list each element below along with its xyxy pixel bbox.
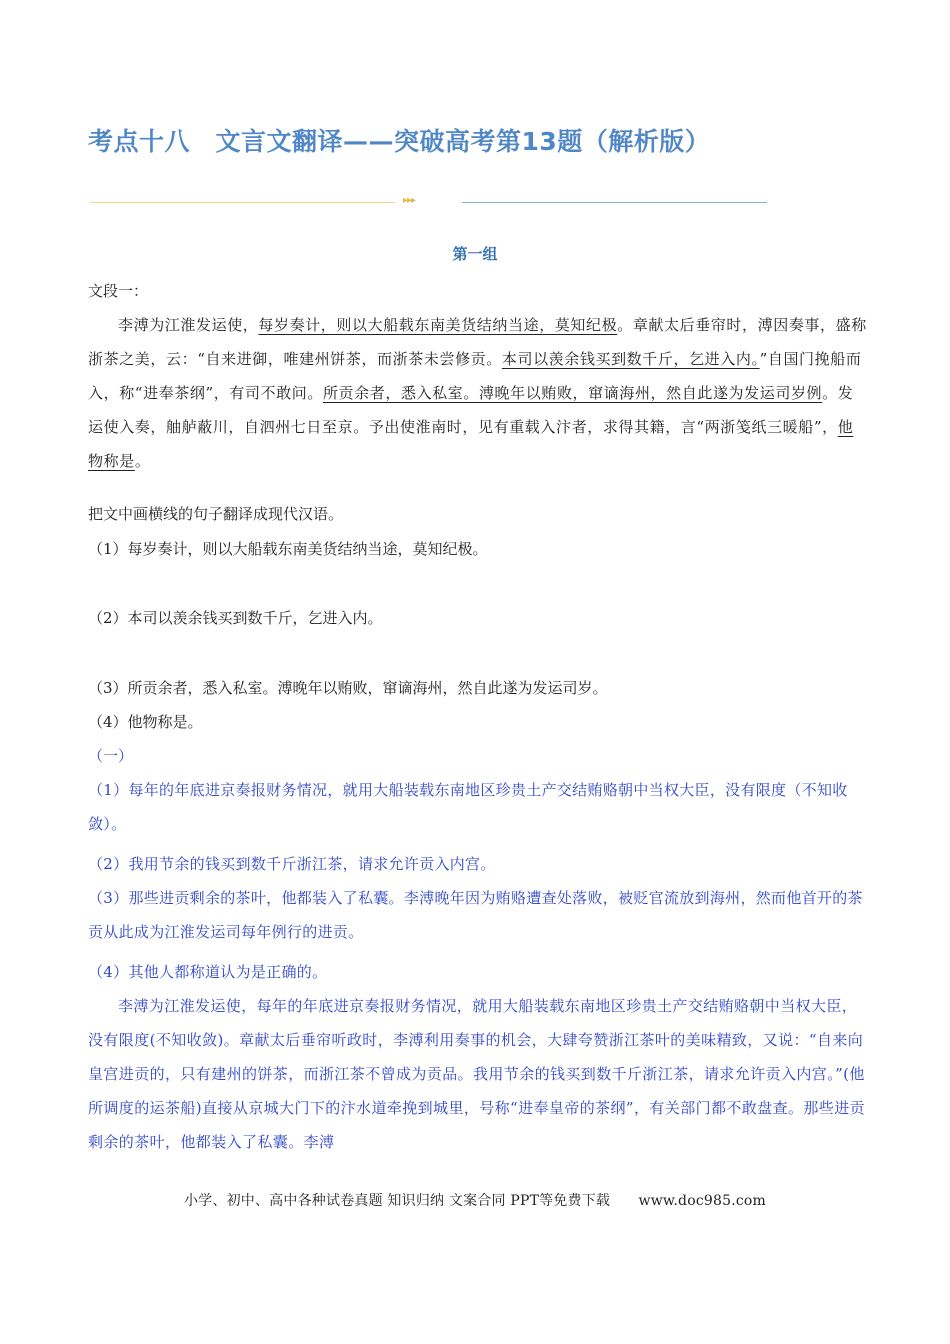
answer-4: （4）其他人都称道认为是正确的。 xyxy=(88,963,328,981)
passage-text xyxy=(88,308,868,478)
passage-segment: 李溥为江淮发运使， xyxy=(118,316,259,334)
underlined-sentence-1: 每岁奏计，则以大船载东南美货结纳当途，莫知纪极 xyxy=(258,316,618,334)
passage-label: 文段一： xyxy=(88,282,149,300)
title-divider xyxy=(90,195,770,211)
question-1: （1）每岁奏计，则以大船载东南美货结纳当途，莫知纪极。 xyxy=(88,540,488,558)
underlined-sentence-4: 他物称是 xyxy=(88,418,854,470)
divider-right-line xyxy=(462,202,767,203)
page-footer: 小学、初中、高中各种试卷真题 知识归纳 文案合同 PPT等免费下载 www.doc985.com xyxy=(183,1193,766,1209)
answer-1: （1）每年的年底进京奏报财务情况，就用大船装载东南地区珍贵土产交结贿赂朝中当权大臣，没有限度（不知收敛）。 xyxy=(88,781,848,833)
answer-2: （2）我用节余的钱买到数千斤浙江茶，请求允许贡入内宫。 xyxy=(88,855,496,873)
question-2: （2）本司以羡余钱买到数千斤，乞进入内。 xyxy=(88,609,383,627)
group-title: 第一组 xyxy=(452,245,498,263)
translation-paragraph: 李溥为江淮发运使，每年的年底进京奏报财务情况，就用大船装载东南地区珍贵土产交结贿赂朝中当权大臣，没有限度(不知收敛)。章献太后垂帘听政时，李溥利用奏事的机会，大肆夸赞浙江茶叶的美味精致，又说：“自来向皇宫进贡的，只有建州的饼茶，而浙江茶不曾成为贡品。我用节余的钱买到数千斤浙江茶，请求允许贡入内宫。”(他所调度的运茶船)直接从京城大门下的汴水道牵挽到城里，号称“进奉皇帝的茶纲”，有关部门都不敢盘查。那些进贡剩余的茶叶，他都装入了私囊。李溥 xyxy=(88,997,865,1151)
question-3: （3）所贡余者，悉入私室。溥晚年以贿败，窜谪海州，然自此遂为发运司岁。 xyxy=(88,679,608,697)
answer-section-label: （一） xyxy=(88,747,134,765)
question-4: （4）他物称是。 xyxy=(88,713,203,731)
passage-segment: 。发运使入奏，舳舻蔽川，自泗州七日至京。予出使淮南时，见有重载入汴者，求得其籍，言“两浙笺纸三暖船”， xyxy=(88,384,854,436)
passage-segment: 。章献太后垂帘时，溥因奏事，盛称浙茶之美，云：“自来进御，唯建州饼茶，而浙茶未尝修贡。 xyxy=(88,316,867,368)
underlined-sentence-3: 所贡余者，悉入私室。溥晚年以贿败，窜谪海州，然自此遂为发运司岁例 xyxy=(322,384,823,402)
divider-arrows-icon: ▸▸▸ xyxy=(403,195,416,206)
instruction: 把文中画横线的句子翻译成现代汉语。 xyxy=(88,505,344,523)
divider-left-line xyxy=(90,202,395,203)
passage-segment: 。 xyxy=(134,452,151,470)
answer-3: （3）那些进贡剩余的茶叶，他都装入了私囊。李溥晚年因为贿赂遭查处落败，被贬官流放到海州，然而他首开的茶贡从此成为江淮发运司每年例行的进贡。 xyxy=(88,889,863,941)
underlined-sentence-2: 本司以羡余钱买到数千斤，乞进入内。 xyxy=(501,350,760,368)
passage-segment: ”自国门挽船而入，称“进奉茶纲”，有司不敢问。 xyxy=(88,350,862,402)
page-title: 考点十八 文言文翻译——突破高考第13题（解析版） xyxy=(88,127,711,156)
